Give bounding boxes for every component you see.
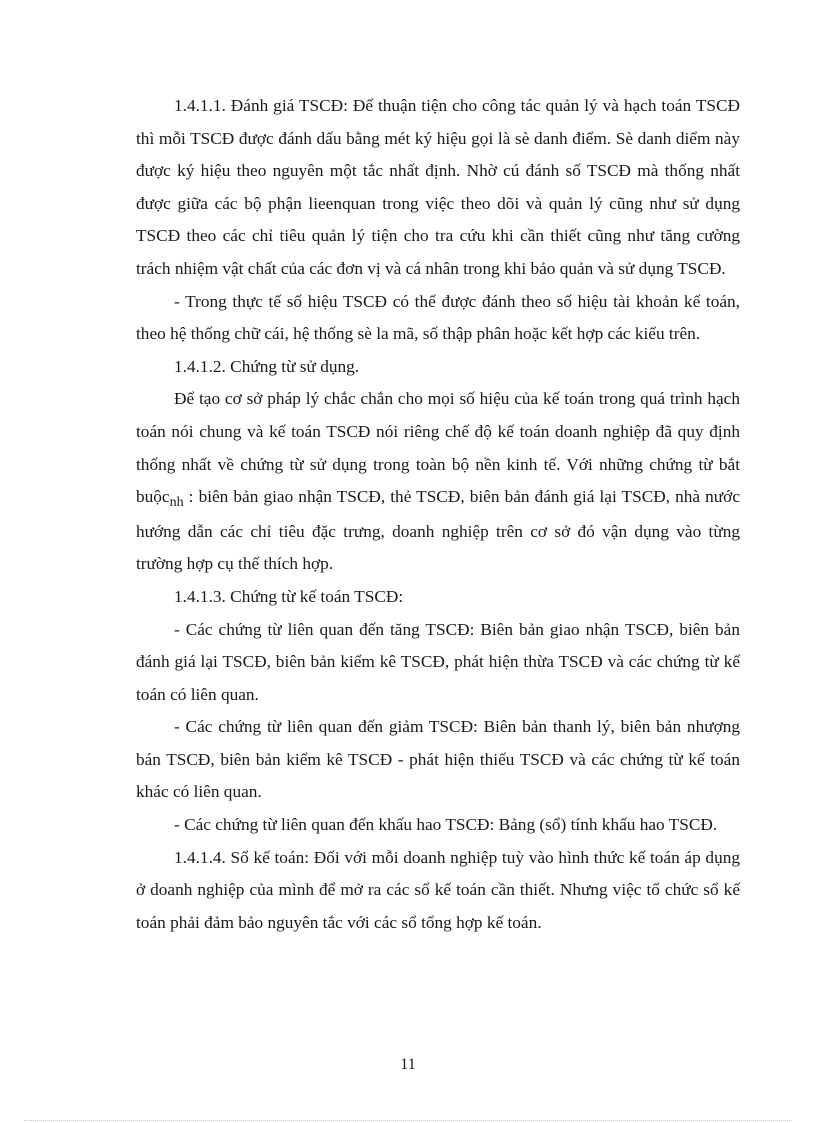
document-body	[136, 90, 740, 939]
heading-accounting-documents: 1.4.1.3. Chứng từ kế toán TSCĐ:	[174, 586, 404, 606]
list-item-decrease-documents: - Các chứng từ liên quan đến giảm TSCĐ: Biên bản thanh lý, biên bản nhượng bán TSCĐ, biên bản kiểm kê TSCĐ - phát hiện thiếu TSCĐ và các chứng từ kế toán khác có liên quan.	[136, 717, 740, 802]
list-item-depreciation-documents: - Các chứng từ liên quan đến khấu hao TSCĐ: Bảng (sổ) tính khấu hao TSCĐ.	[174, 815, 718, 835]
page-number: 11	[400, 1056, 416, 1073]
list-item-increase-documents: - Các chứng từ liên quan đến tăng TSCĐ: Biên bản giao nhận TSCĐ, biên bản đánh giá lại TSCĐ, biên bản kiểm kê TSCĐ, phát hiện thừa TSCĐ và các chứng từ kế toán có liên quan.	[136, 619, 740, 704]
paragraph-legal-basis	[136, 383, 740, 581]
paragraph-asset-valuation: 1.4.1.1. Đánh giá TSCĐ: Để thuận tiện cho công tác quản lý và hạch toán TSCĐ thì mỗi TSCĐ được đánh dấu bằng mét ký hiệu gọi là sè danh điểm. Sè danh diểm này được ký hiệu theo nguyên một tắc nhất định. Nhờ cú đánh số TSCĐ mà thống nhất được giữa các bộ phận lieenquan trong việc theo dõi và quản lý cũng như sử dụng TSCĐ theo các chỉ tiêu quản lý tiện cho tra cứu khi cần thiết cũng như tăng cường trách nhiệm vật chất của các đơn vị và cá nhân trong khi bảo quản và sử dụng TSCĐ.	[136, 96, 740, 278]
page-bottom-rule	[24, 1120, 792, 1121]
paragraph-legal-basis-text-after: : biên bản giao nhận TSCĐ, thẻ TSCĐ, biên bản đánh giá lại TSCĐ, nhà nước hướng dẫn các chỉ tiêu đặc trưng, doanh nghiệp trên cơ sở đó vận dụng vào từng trường hợp cụ thể thích hợp.	[136, 487, 740, 574]
paragraph-asset-numbering: - Trong thực tế số hiệu TSCĐ có thể được đánh theo số hiệu tài khoản kế toán, theo hệ thống chữ cái, hệ thống sè la mã, số thập phân hoặc kết hợp các kiểu trên.	[136, 291, 740, 344]
paragraph-accounting-books: 1.4.1.4. Sổ kế toán: Đối với mỗi doanh nghiệp tuỳ vào hình thức kế toán áp dụng ở doanh nghiệp của mình để mở ra các sổ kế toán cần thiết. Nhưng việc tổ chức sổ kế toán phải đảm bảo nguyên tắc với các sổ tổng hợp kế toán.	[136, 847, 740, 932]
heading-documents-used: 1.4.1.2. Chứng từ sử dụng.	[174, 356, 360, 376]
paragraph-legal-basis-text: Để tạo cơ sở pháp lý chắc chắn cho mọi số hiệu của kế toán trong quá trình hạch toán nói chung và kế toán TSCĐ nói riêng chế độ kế toán doanh nghiệp đã quy định thống nhất về chứng từ sử dụng trong toàn bộ nền kinh tế. Với những chứng từ bắt buộc	[136, 389, 740, 507]
subscript-note: nh	[169, 495, 184, 511]
